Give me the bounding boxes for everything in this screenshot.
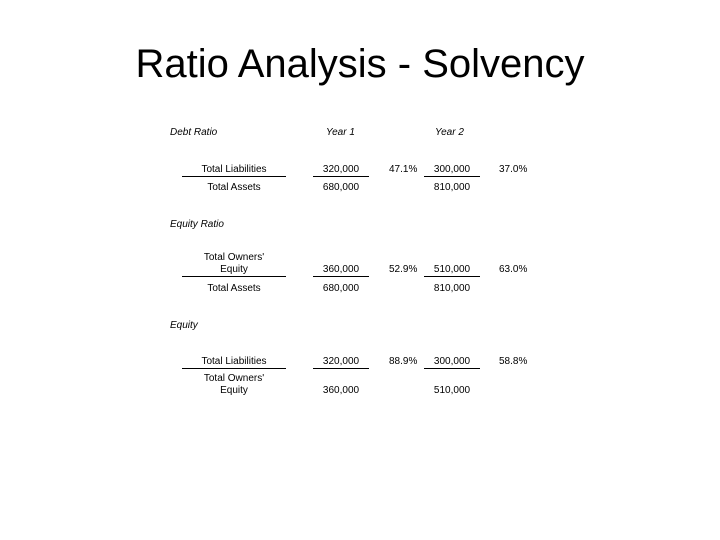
equity-denominator-label-line2: Equity xyxy=(220,385,248,396)
debt-ratio-y2-result: 37.0% xyxy=(499,164,528,175)
debt-ratio-numerator-label: Total Liabilities xyxy=(182,164,286,177)
equity-ratio-denominator-label: Total Assets xyxy=(207,283,261,294)
equity-ratio-y1-result: 52.9% xyxy=(389,264,418,275)
debt-ratio-y1-denominator: 680,000 xyxy=(322,182,360,193)
debt-ratio-y1-numerator: 320,000 xyxy=(313,164,369,177)
equity-ratio-y1-numerator: 360,000 xyxy=(313,264,369,277)
equity-y1-result: 88.9% xyxy=(389,356,418,367)
equity-numerator-label: Total Liabilities xyxy=(182,356,286,369)
debt-ratio-y1-result: 47.1% xyxy=(389,164,418,175)
equity-ratio-y1-denominator: 680,000 xyxy=(322,283,360,294)
debt-ratio-y2-denominator: 810,000 xyxy=(433,182,471,193)
debt-ratio-y2-numerator: 300,000 xyxy=(424,164,480,177)
equity-y1-numerator: 320,000 xyxy=(313,356,369,369)
equity-ratio-numerator-label-line1: Total Owners' xyxy=(203,252,265,263)
equity-y2-numerator: 300,000 xyxy=(424,356,480,369)
equity-y2-result: 58.8% xyxy=(499,356,528,367)
slide-title: Ratio Analysis - Solvency xyxy=(135,42,585,86)
equity-y2-denominator: 510,000 xyxy=(433,385,471,396)
year2-header: Year 2 xyxy=(435,127,464,138)
equity-y1-denominator: 360,000 xyxy=(322,385,360,396)
equity-denominator-label-line1: Total Owners' xyxy=(203,373,265,384)
equity-ratio-y2-numerator: 510,000 xyxy=(424,264,480,277)
equity-ratio-y2-result: 63.0% xyxy=(499,264,528,275)
year1-header: Year 1 xyxy=(326,127,355,138)
equity-ratio-heading: Equity Ratio xyxy=(170,219,224,230)
equity-ratio-numerator-label-line2: Equity xyxy=(182,264,286,277)
equity-ratio-y2-denominator: 810,000 xyxy=(433,283,471,294)
equity-heading: Equity xyxy=(170,320,198,331)
debt-ratio-denominator-label: Total Assets xyxy=(207,182,261,193)
debt-ratio-heading: Debt Ratio xyxy=(170,127,218,138)
